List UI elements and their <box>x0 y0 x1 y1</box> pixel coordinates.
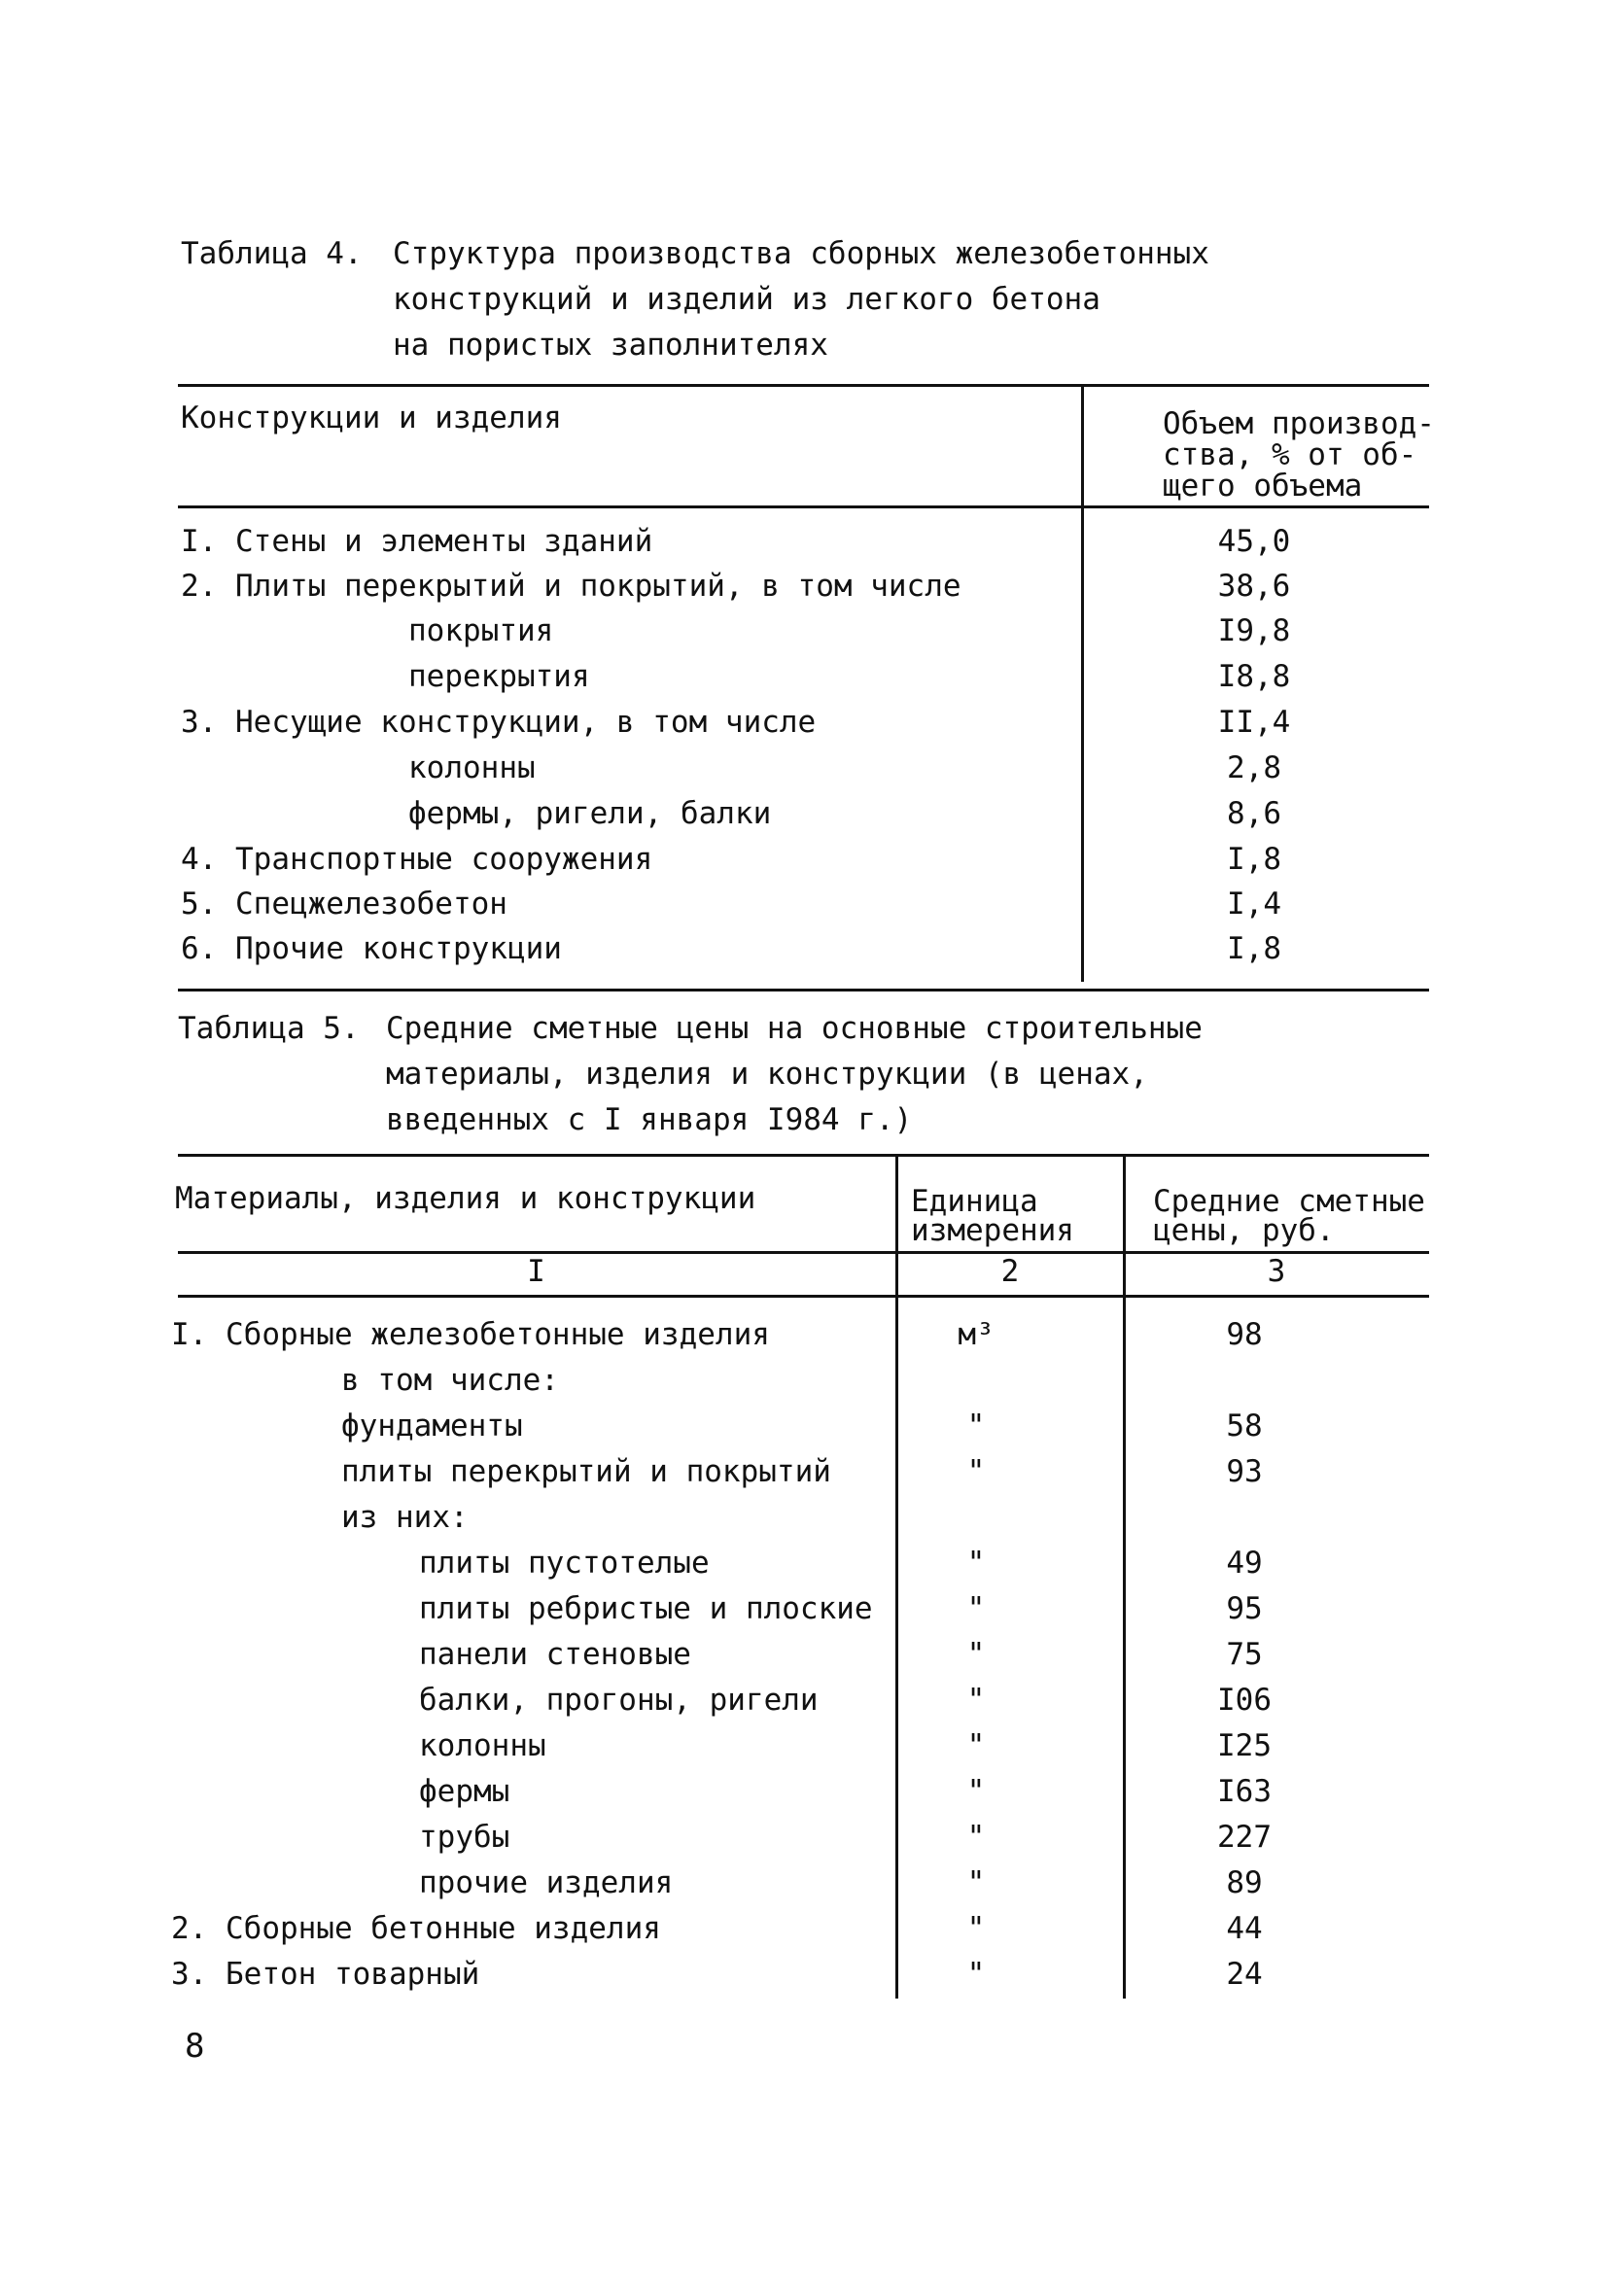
table-row <box>408 615 553 646</box>
row-label: фермы <box>419 1774 510 1809</box>
table-row <box>408 798 771 829</box>
row-label: плиты перекрытий и покрытий <box>341 1454 831 1489</box>
row-label: колонны <box>419 1728 546 1763</box>
table5-title-line: Средние сметные цены на основные строительные <box>386 1011 1203 1046</box>
table4-title-line: на пористых заполнителях <box>393 328 828 363</box>
table-cell-value: I8,8 <box>1217 659 1291 694</box>
unit-cell: " <box>966 1454 986 1489</box>
table-row <box>181 571 961 602</box>
table4-caption <box>181 231 1250 372</box>
row-label: I. Стены и элементы зданий <box>181 524 653 559</box>
table-row <box>419 1548 710 1579</box>
table4-column-divider <box>1081 385 1084 982</box>
table5-col3-header-line: Средние сметные <box>1153 1184 1425 1219</box>
row-label: трубы <box>419 1820 510 1855</box>
price-cell: 44 <box>1226 1911 1263 1946</box>
row-label: балки, прогоны, ригели <box>419 1683 819 1718</box>
unit-cell: " <box>966 1409 986 1444</box>
table-row <box>408 661 590 692</box>
table-row <box>181 707 816 738</box>
table-cell-value: II,4 <box>1217 705 1291 740</box>
unit-cell: " <box>966 1774 986 1809</box>
table-row <box>341 1365 559 1396</box>
row-label: панели стеновые <box>419 1637 691 1672</box>
table-row <box>181 933 562 964</box>
price-cell: 93 <box>1226 1454 1263 1489</box>
table4-bottom-rule <box>178 989 1429 991</box>
table-cell-value: 38,6 <box>1217 569 1291 604</box>
table-row <box>181 888 507 920</box>
row-label: из них: <box>341 1500 469 1535</box>
row-label: фундаменты <box>341 1409 523 1444</box>
price-cell: 89 <box>1226 1865 1263 1900</box>
row-label: 3. Бетон товарный <box>171 1957 480 1992</box>
table-row <box>181 526 652 557</box>
unit-cell: " <box>966 1546 986 1581</box>
unit-cell: м³ <box>958 1317 995 1352</box>
unit-cell: " <box>966 1865 986 1900</box>
price-cell: 58 <box>1226 1409 1263 1444</box>
price-cell: 95 <box>1226 1591 1263 1626</box>
table5-title-line: введенных с I января I984 г.) <box>386 1102 913 1137</box>
table5-top-rule <box>178 1154 1429 1157</box>
table4-title-line: Структура производства сборных железобетонных <box>393 236 1209 271</box>
row-label: колонны <box>408 750 536 785</box>
table5-col2-header-line: измерения <box>911 1213 1074 1248</box>
row-label: плиты ребристые и плоские <box>419 1591 873 1626</box>
table-cell-value: I9,8 <box>1217 613 1291 648</box>
row-label: прочие изделия <box>419 1865 674 1900</box>
table5-col1-header: Материалы, изделия и конструкции <box>175 1181 756 1216</box>
table4-col2-header-line: щего объема <box>1163 469 1363 504</box>
table-row <box>419 1593 873 1624</box>
price-cell: 75 <box>1226 1637 1263 1672</box>
table5-col-number: I <box>527 1254 545 1289</box>
row-label: I. Сборные железобетонные изделия <box>171 1317 770 1352</box>
price-cell: I06 <box>1217 1683 1272 1718</box>
row-label: в том числе: <box>341 1363 559 1398</box>
table-row <box>419 1639 691 1670</box>
row-label: перекрытия <box>408 659 590 694</box>
row-label: 2. Плиты перекрытий и покрытий, в том числе <box>181 569 961 604</box>
row-label: 5. Спецжелезобетон <box>181 887 507 922</box>
price-cell: 227 <box>1217 1820 1272 1855</box>
table4-title-line: конструкций и изделий из легкого бетона <box>393 282 1100 317</box>
table-row <box>419 1776 509 1807</box>
table4-label: Таблица 4. <box>181 236 363 271</box>
price-cell: 49 <box>1226 1546 1263 1581</box>
table-row <box>419 1867 673 1898</box>
table5-col3-header-line: цены, руб. <box>1153 1213 1335 1248</box>
unit-cell: " <box>966 1728 986 1763</box>
unit-cell: " <box>966 1683 986 1718</box>
unit-cell: " <box>966 1957 986 1992</box>
table-row <box>408 752 536 783</box>
unit-cell: " <box>966 1820 986 1855</box>
row-label: плиты пустотелые <box>419 1546 710 1581</box>
table5-label: Таблица 5. <box>178 1011 360 1046</box>
page-number: 8 <box>185 2027 205 2066</box>
table-row <box>341 1502 469 1533</box>
table5-title-line: материалы, изделия и конструкции (в ценах, <box>386 1057 1148 1092</box>
table-row <box>341 1456 831 1487</box>
table-cell-value: 2,8 <box>1227 750 1281 785</box>
row-label: 4. Транспортные сооружения <box>181 842 653 877</box>
table5-col-number: 2 <box>1000 1254 1020 1289</box>
table-row <box>171 1913 661 1944</box>
row-label: фермы, ригели, балки <box>408 796 772 831</box>
unit-cell: " <box>966 1591 986 1626</box>
price-cell: I25 <box>1217 1728 1272 1763</box>
table-row <box>341 1410 523 1442</box>
table5-col-number: 3 <box>1267 1254 1286 1289</box>
price-cell: 98 <box>1226 1317 1263 1352</box>
price-cell: 24 <box>1226 1957 1263 1992</box>
table-row <box>171 1959 479 1990</box>
table4-col2-header-line: ства, % от об- <box>1163 437 1417 472</box>
table-row <box>419 1685 819 1716</box>
table-row <box>419 1730 546 1761</box>
table-cell-value: 8,6 <box>1227 796 1281 831</box>
table-row <box>171 1319 770 1350</box>
table4-col1-header: Конструкции и изделия <box>181 400 562 435</box>
table-row <box>419 1822 509 1853</box>
row-label: 3. Несущие конструкции, в том числе <box>181 705 817 740</box>
table-cell-value: I,8 <box>1227 842 1281 877</box>
table-cell-value: 45,0 <box>1217 524 1291 559</box>
row-label: 6. Прочие конструкции <box>181 931 562 966</box>
table4-col2-header-line: Объем производ- <box>1163 406 1435 441</box>
unit-cell: " <box>966 1911 986 1946</box>
table-cell-value: I,8 <box>1227 931 1281 966</box>
table-cell-value: I,4 <box>1227 887 1281 922</box>
unit-cell: " <box>966 1637 986 1672</box>
table5-number-rule <box>178 1295 1429 1298</box>
table5-header-rule <box>178 1251 1429 1254</box>
price-cell: I63 <box>1217 1774 1272 1809</box>
table4-header-rule <box>178 505 1429 508</box>
row-label: 2. Сборные бетонные изделия <box>171 1911 661 1946</box>
table5-col2-header-line: Единица <box>911 1184 1038 1219</box>
table-row <box>181 844 652 875</box>
table4-top-rule <box>178 384 1429 387</box>
table5-caption <box>178 1006 1247 1147</box>
row-label: покрытия <box>408 613 554 648</box>
